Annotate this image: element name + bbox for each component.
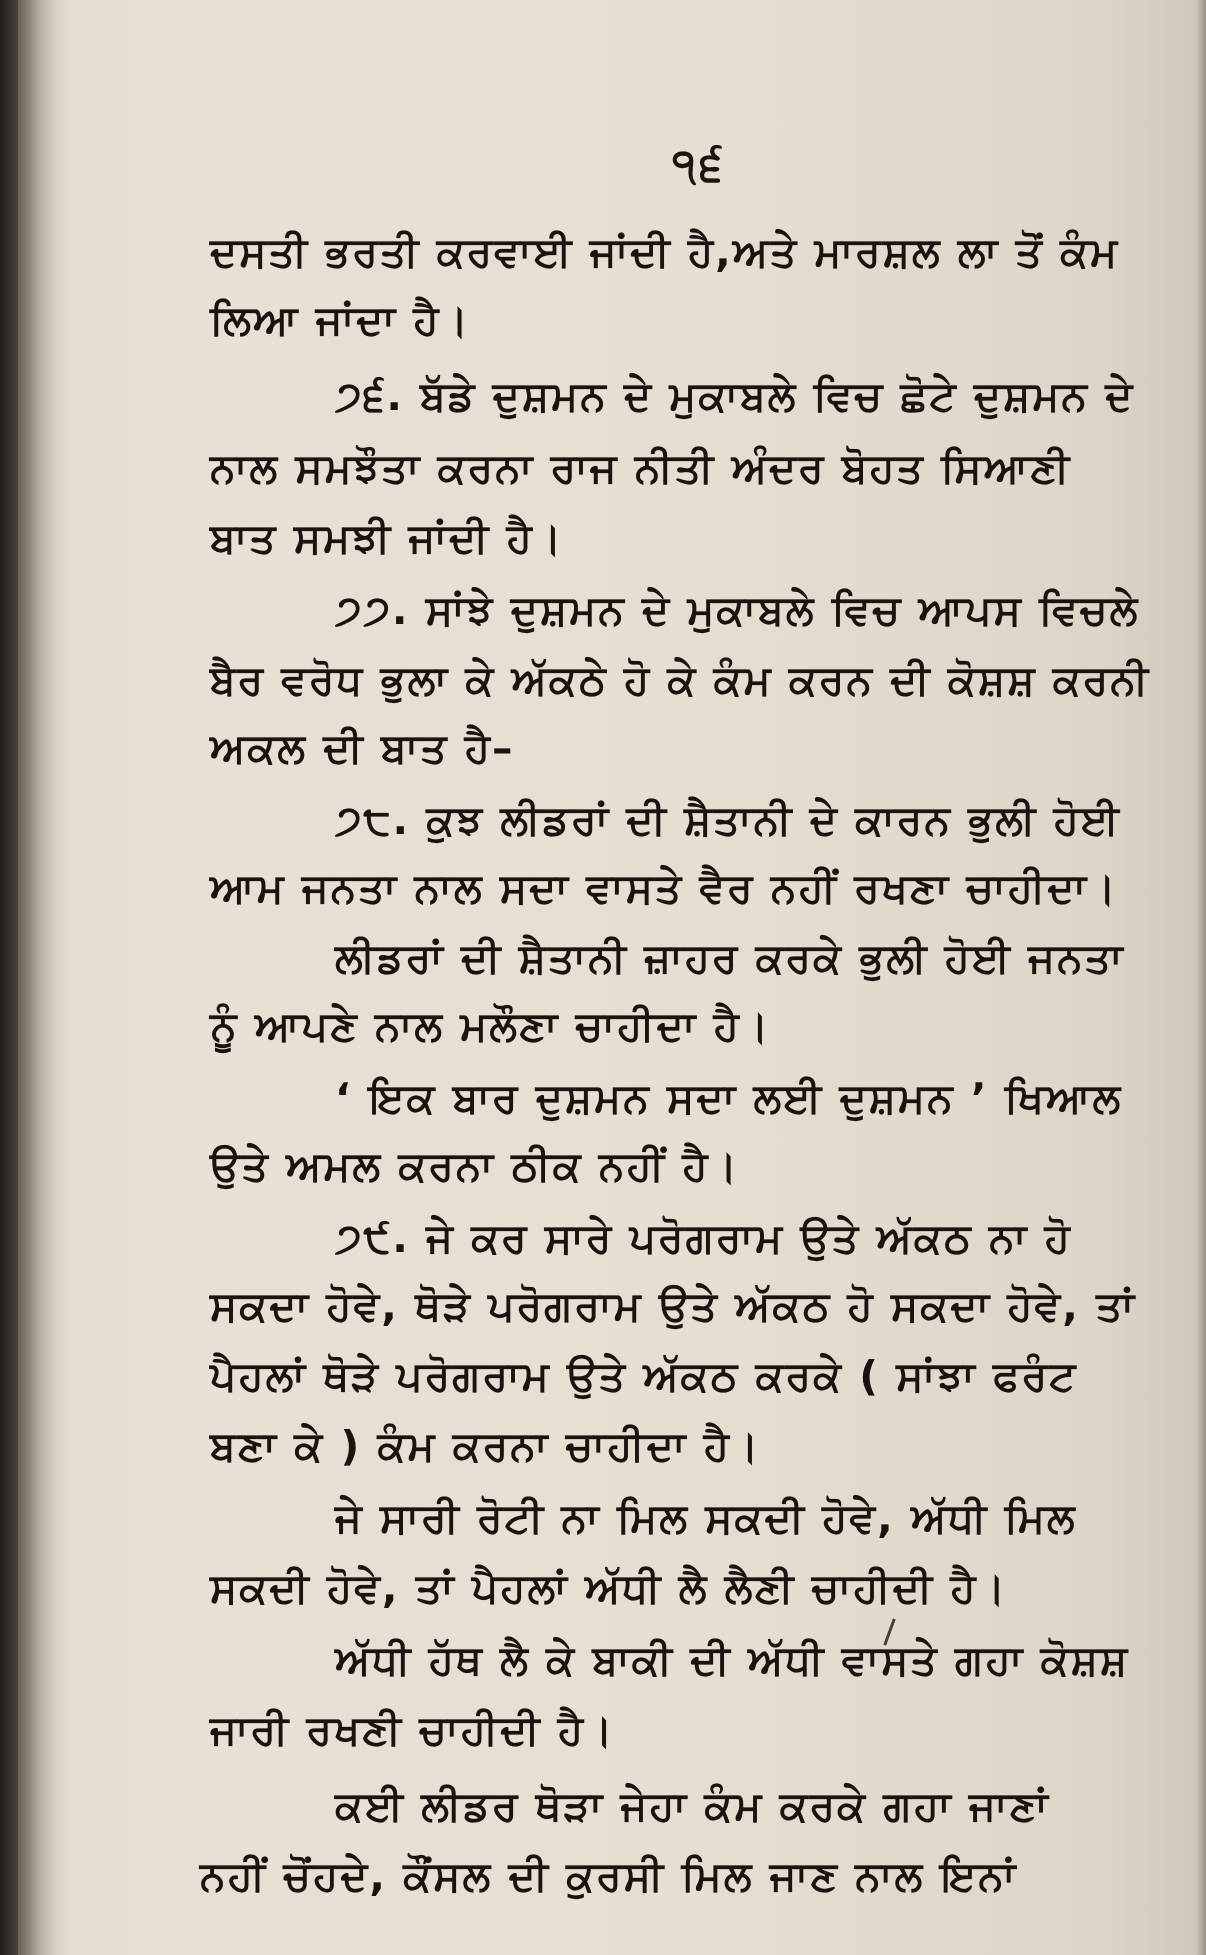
text-line-20: ਸਕਦੀ ਹੋਵੇ, ਤਾਂ ਪੈਹਲਾਂ ਅੱਧੀ ਲੈ ਲੈਣੀ ਚਾਹੀਦੀ ਹੈ। [210, 1564, 1008, 1612]
text-line-10: ਆਮ ਜਨਤਾ ਨਾਲ ਸਦਾ ਵਾਸਤੇ ਵੈਰ ਨਹੀਂ ਰਖਣਾ ਚਾਹੀਦਾ। [210, 864, 1118, 912]
page-number: ੧੬ [672, 140, 727, 191]
text-line-24: ਨਹੀਂ ਚੋਂਹਦੇ, ਕੌਂਸਲ ਦੀ ਕੁਰਸੀ ਮਿਲ ਜਾਣ ਨਾਲ ਇਨਾਂ [200, 1852, 1018, 1900]
text-line-5: ਬਾਤ ਸਮਝੀ ਜਾਂਦੀ ਹੈ। [210, 514, 564, 562]
text-line-6: ੭੭. ਸਾਂਝੇ ਦੁਸ਼ਮਨ ਦੇ ਮੁਕਾਬਲੇ ਵਿਚ ਆਪਸ ਵਿਚਲੇ [335, 586, 1140, 634]
text-line-15: ੭੯. ਜੇ ਕਰ ਸਾਰੇ ਪਰੋਗਰਾਮ ਉਤੇ ਅੱਕਠ ਨਾ ਹੋ [335, 1214, 1072, 1262]
text-line-11: ਲੀਡਰਾਂ ਦੀ ਸ਼ੈਤਾਨੀ ਜ਼ਾਹਰ ਕਰਕੇ ਭੁਲੀ ਹੋਈ ਜਨਤਾ [335, 934, 1125, 982]
text-line-23: ਕਈ ਲੀਡਰ ਥੋੜਾ ਜੇਹਾ ਕੰਮ ਕਰਕੇ ਗਹਾ ਜਾਣਾਂ [335, 1782, 1050, 1830]
text-line-8: ਅਕਲ ਦੀ ਬਾਤ ਹੈ– [210, 724, 515, 772]
text-line-21: ਅੱਧੀ ਹੱਥ ਲੈ ਕੇ ਬਾਕੀ ਦੀ ਅੱਧੀ ਵਾਸਤੇ ਗਹਾ ਕੋਸ਼ਸ਼ [335, 1636, 1130, 1684]
text-line-18: ਬਣਾ ਕੇ ) ਕੰਮ ਕਰਨਾ ਚਾਹੀਦਾ ਹੈ। [210, 1422, 761, 1470]
text-line-2: ਲਿਆ ਜਾਂਦਾ ਹੈ। [210, 296, 471, 344]
text-line-12: ਨੂੰ ਆਪਣੇ ਨਾਲ ਮਲੌਣਾ ਚਾਹੀਦਾ ਹੈ। [210, 1002, 771, 1050]
text-line-1: ਦਸਤੀ ਭਰਤੀ ਕਰਵਾਈ ਜਾਂਦੀ ਹੈ,ਅਤੇ ਮਾਰਸ਼ਲ ਲਾ ਤੋਂ ਕੰਮ [210, 228, 1120, 276]
text-line-9: ੭੮. ਕੁਝ ਲੀਡਰਾਂ ਦੀ ਸ਼ੈਤਾਨੀ ਦੇ ਕਾਰਨ ਭੁਲੀ ਹੋਈ [335, 796, 1121, 844]
text-line-16: ਸਕਦਾ ਹੋਵੇ, ਥੋੜੇ ਪਰੋਗਰਾਮ ਉਤੇ ਅੱਕਠ ਹੋ ਸਕਦਾ ਹੋਵੇ, ਤਾਂ [210, 1282, 1136, 1330]
text-line-14: ਉਤੇ ਅਮਲ ਕਰਨਾ ਠੀਕ ਨਹੀਂ ਹੈ। [210, 1142, 740, 1190]
text-line-22: ਜਾਰੀ ਰਖਣੀ ਚਾਹੀਦੀ ਹੈ। [210, 1706, 615, 1754]
text-line-4: ਨਾਲ ਸਮਝੌਤਾ ਕਰਨਾ ਰਾਜ ਨੀਤੀ ਅੰਦਰ ਬੋਹਤ ਸਿਆਣੀ [210, 444, 1072, 492]
text-line-17: ਪੈਹਲਾਂ ਥੋੜੇ ਪਰੋਗਰਾਮ ਉਤੇ ਅੱਕਠ ਕਰਕੇ ( ਸਾਂਝਾ ਫਰੰਟ [210, 1352, 1078, 1400]
text-line-3: ੭੬. ਬੱਡੇ ਦੁਸ਼ਮਨ ਦੇ ਮੁਕਾਬਲੇ ਵਿਚ ਛੋਟੇ ਦੁਸ਼ਮਨ ਦੇ [335, 372, 1135, 420]
text-line-7: ਬੈਰ ਵਰੋਧ ਭੁਲਾ ਕੇ ਅੱਕਠੇ ਹੋ ਕੇ ਕੰਮ ਕਰਨ ਦੀ ਕੋਸ਼ਸ਼ ਕਰਨੀ [210, 656, 1151, 704]
text-line-19: ਜੇ ਸਾਰੀ ਰੋਟੀ ਨਾ ਮਿਲ ਸਕਦੀ ਹੋਵੇ, ਅੱਧੀ ਮਿਲ [335, 1494, 1077, 1542]
text-line-13: ‘ ਇਕ ਬਾਰ ਦੁਸ਼ਮਨ ਸਦਾ ਲਈ ਦੁਸ਼ਮਨ ’ ਖਿਆਲ [335, 1074, 1123, 1122]
